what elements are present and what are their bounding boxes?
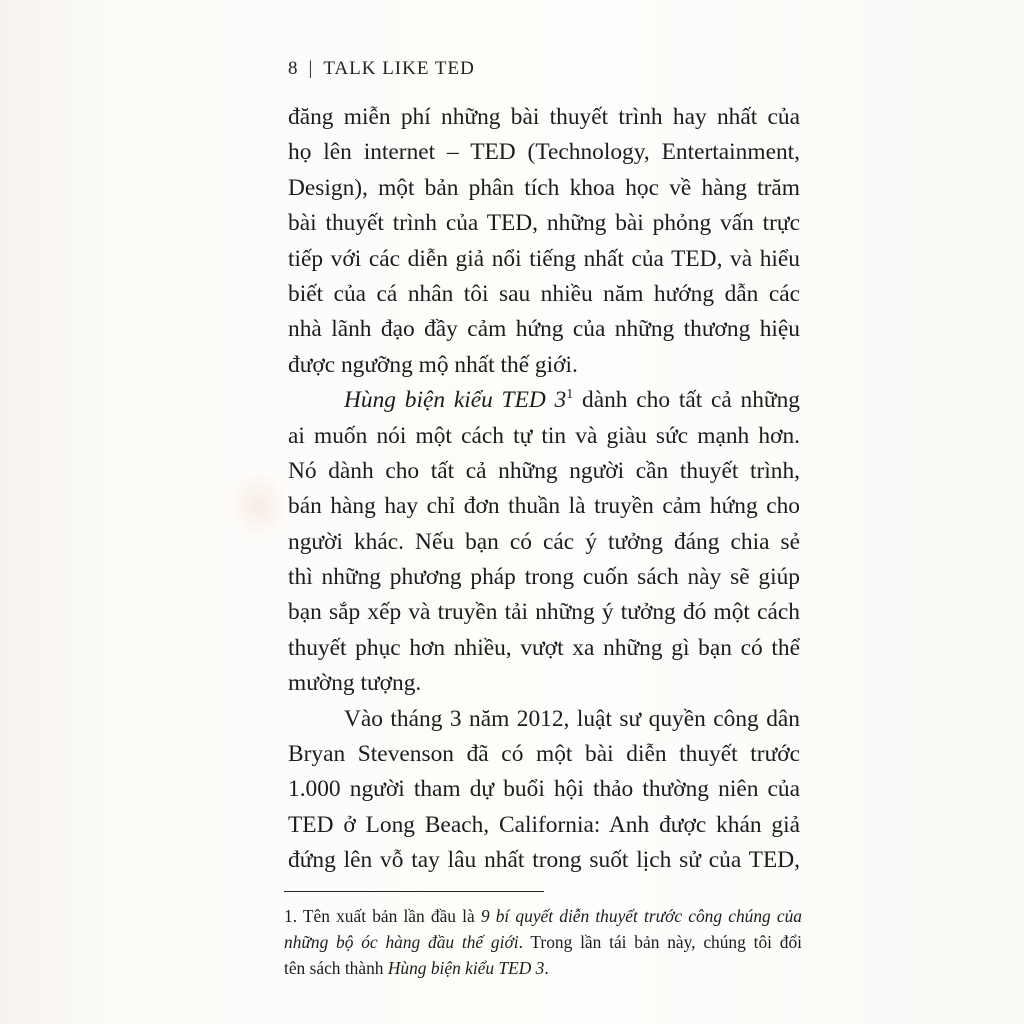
running-head xyxy=(288,58,475,80)
text-line: được ngưỡng mộ nhất thế giới. xyxy=(288,351,578,378)
text-line: 1.000 người tham dự buổi hội thảo thường niên của xyxy=(288,776,800,803)
text-line: bán hàng hay chỉ đơn thuần là truyền cảm hứng cho xyxy=(288,493,800,520)
text-line: người khác. Nếu bạn có các ý tưởng đáng chia sẻ xyxy=(288,528,800,555)
page-number: 8 xyxy=(288,58,299,79)
text-line: Vào tháng 3 năm 2012, luật sư quyền công dân xyxy=(344,705,800,732)
text-line: ai muốn nói một cách tự tin và giàu sức mạnh hơn. xyxy=(288,422,800,449)
footnote-line xyxy=(284,903,802,929)
text-line: tiếp với các diễn giả nổi tiếng nhất của TED, và hiểu xyxy=(288,245,800,272)
text-fragment: dành cho tất cả những xyxy=(573,387,800,414)
text-line: biết của cá nhân tôi sau nhiều năm hướng dẫn các xyxy=(288,280,800,307)
text-line: bạn sắp xếp và truyền tải những ý tưởng đó một cách xyxy=(288,599,800,626)
paper-stain xyxy=(228,470,288,540)
italic-fragment: những bộ óc hàng đầu thế giới xyxy=(284,932,519,952)
text-line: TED ở Long Beach, California: Anh được khán giả xyxy=(288,811,800,838)
italic-fragment: 9 bí quyết diễn thuyết trước công chúng của xyxy=(480,906,802,926)
book-title: TALK LIKE TED xyxy=(323,58,475,79)
text-fragment: . xyxy=(544,958,549,978)
text-line: Nó dành cho tất cả những người cần thuyết trình, xyxy=(288,457,800,484)
text-line: họ lên internet – TED (Technology, Entertainment, xyxy=(288,139,800,166)
footnote-line xyxy=(284,955,802,981)
text-line: nhà lãnh đạo đầy cảm hứng của những thương hiệu xyxy=(288,316,800,343)
text-fragment: tên sách thành xyxy=(284,958,388,978)
body-text xyxy=(288,100,800,879)
text-line: Design), một bản phân tích khoa học về hàng trăm xyxy=(288,174,800,201)
text-line: đứng lên vỗ tay lâu nhất trong suốt lịch sử của TED, xyxy=(288,847,800,874)
footnote-reference[interactable]: 1 xyxy=(566,387,574,403)
footnote xyxy=(284,903,802,981)
header-separator: | xyxy=(308,58,314,79)
italic-fragment: Hùng biện kiểu TED 3 xyxy=(387,958,545,978)
text-line: thì những phương pháp trong cuốn sách này sẽ giúp xyxy=(288,564,800,591)
text-line: mường tượng. xyxy=(288,670,422,697)
text-line: đăng miễn phí những bài thuyết trình hay nhất của xyxy=(288,104,800,130)
text-fragment: 1. Tên xuất bản lần đầu là xyxy=(284,906,481,926)
text-fragment: . Trong lần tái bản này, chúng tôi đổi xyxy=(518,932,802,952)
footnote-line xyxy=(284,929,802,955)
footnote-divider xyxy=(284,891,544,892)
text-line: Bryan Stevenson đã có một bài diễn thuyết trước xyxy=(288,741,800,768)
text-line xyxy=(288,383,800,418)
text-line: bài thuyết trình của TED, những bài phỏng vấn trực xyxy=(288,210,800,237)
text-line: thuyết phục hơn nhiều, vượt xa những gì bạn có thể xyxy=(288,634,800,661)
book-title-italic: Hùng biện kiểu TED 3 xyxy=(344,387,567,414)
